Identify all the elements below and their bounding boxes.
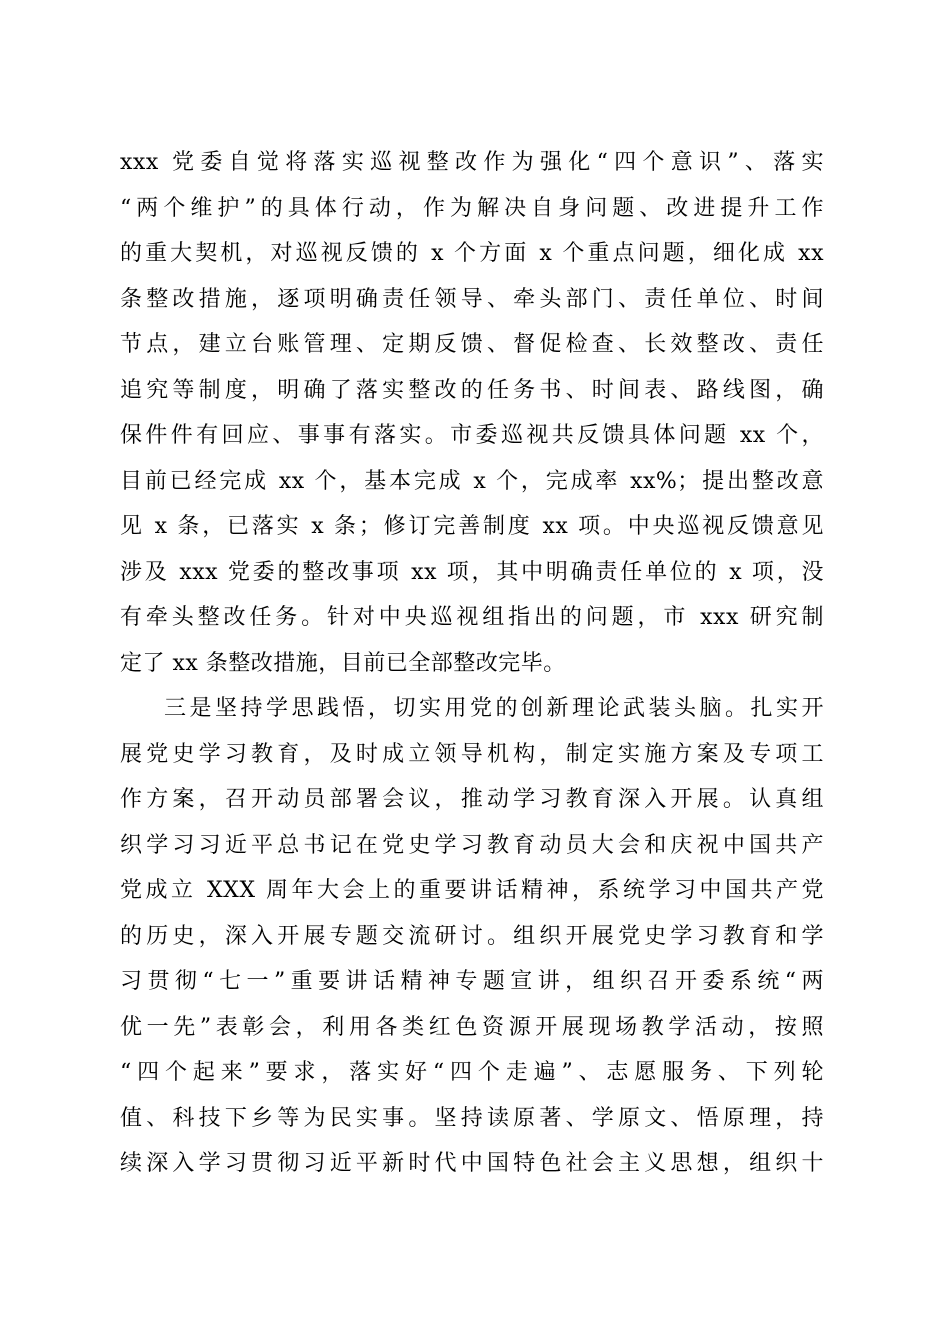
text-line: 值、科技下乡等为民实事。坚持读原著、学原文、悟原理，持	[120, 1105, 824, 1131]
text-line: 三是坚持学思践悟，切实用党的创新理论武装头脑。扎实开	[164, 696, 824, 721]
text-line: 作方案，召开动员部署会议，推动学习教育深入开展。认真组	[120, 787, 824, 812]
text-line: 党成立 XXX 周年大会上的重要讲话精神，系统学习中国共产党	[120, 878, 824, 903]
text-line: 习贯彻“七一”重要讲话精神专题宣讲，组织召开委系统“两	[120, 969, 824, 994]
text-line: “两个维护”的具体行动，作为解决自身问题、改进提升工作	[120, 195, 824, 221]
paragraph-rectification	[120, 140, 824, 686]
text-line: 追究等制度，明确了落实整改的任务书、时间表、路线图，确	[120, 377, 824, 403]
text-line: 的历史，深入开展专题交流研讨。组织开展党史学习教育和学	[120, 923, 824, 949]
paragraph-study	[120, 686, 824, 1187]
text-line: 保件件有回应、事事有落实。市委巡视共反馈具体问题 xx 个，	[120, 423, 824, 448]
text-line: 涉及 xxx 党委的整改事项 xx 项，其中明确责任单位的 x 项，没	[120, 559, 824, 585]
text-line: 的重大契机，对巡视反馈的 x 个方面 x 个重点问题，细化成 xx	[120, 241, 824, 266]
document-body	[120, 140, 824, 1187]
text-line: 节点，建立台账管理、定期反馈、督促检查、长效整改、责任	[120, 332, 824, 357]
text-line: “四个起来”要求，落实好“四个走遍”、志愿服务、下列轮	[120, 1060, 824, 1085]
text-line: xxx 党委自觉将落实巡视整改作为强化“四个意识”、落实	[120, 150, 824, 175]
text-line: 条整改措施，逐项明确责任领导、牵头部门、责任单位、时间	[120, 286, 824, 312]
text-line: 目前已经完成 xx 个，基本完成 x 个，完成率 xx%；提出整改意	[120, 468, 824, 494]
text-line: 续深入学习贯彻习近平新时代中国特色社会主义思想，组织十	[120, 1151, 824, 1176]
text-line: 见 x 条，已落实 x 条；修订完善制度 xx 项。中央巡视反馈意见	[120, 514, 824, 539]
text-line: 优一先”表彰会，利用各类红色资源开展现场教学活动，按照	[120, 1014, 824, 1040]
text-line: 织学习习近平总书记在党史学习教育动员大会和庆祝中国共产	[120, 832, 824, 858]
text-line: 展党史学习教育，及时成立领导机构，制定实施方案及专项工	[120, 741, 824, 767]
text-line: 定了 xx 条整改措施，目前已全部整改完毕。	[120, 650, 566, 676]
text-line: 有牵头整改任务。针对中央巡视组指出的问题，市 xxx 研究制	[120, 605, 824, 630]
